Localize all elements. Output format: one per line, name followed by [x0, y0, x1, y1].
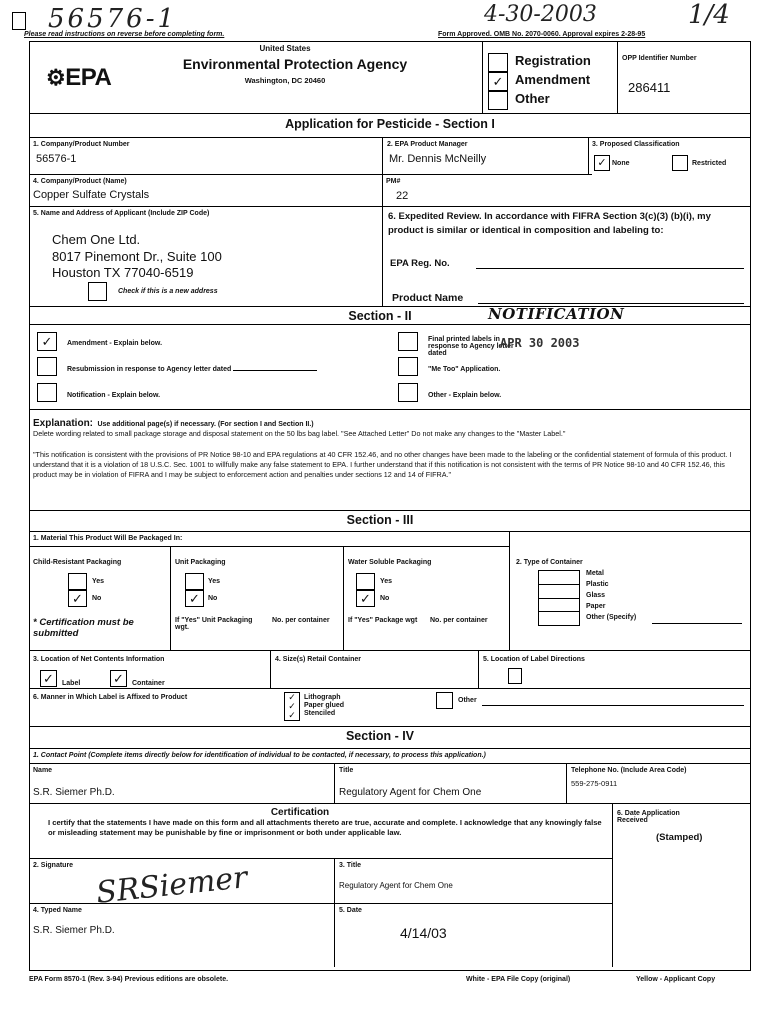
date-value: 4/14/03 — [400, 925, 447, 941]
notification-label: Notification - Explain below. — [67, 392, 161, 399]
amendment-explain-checkbox[interactable]: ✓ — [37, 332, 57, 351]
company-number-label: 1. Company/Product Number — [33, 141, 130, 148]
page-icon — [12, 12, 26, 30]
registration-checkbox[interactable] — [488, 53, 508, 72]
water-yes-checkbox[interactable] — [356, 573, 375, 590]
phone-label: Telephone No. (Include Area Code) — [571, 767, 687, 774]
water-no-checkbox[interactable]: ✓ — [356, 590, 375, 607]
package-weight-label: If "Yes" Package wgt — [348, 617, 418, 624]
restricted-checkbox[interactable] — [672, 155, 688, 171]
section-2-title: Section - II — [348, 309, 412, 323]
typed-name-value: S.R. Siemer Ph.D. — [33, 925, 115, 936]
agency-city: Washington, DC 20460 — [244, 76, 326, 85]
form-approved: Form Approved. OMB No. 2070-0060. Approval expires 2-28-95 — [438, 31, 646, 38]
expedited-review-text: 6. Expedited Review. In accordance with FIFRA Section 3(c)(3) (b)(i), my product is similar or identical in composition and labeling to: — [388, 211, 711, 236]
explanation-heading: Explanation: Use additional page(s) if necessary. (For section I and Section II.) — [33, 418, 314, 429]
certification-text: I certify that the statements I have made on this form and all attachments thereto are true, accurate and complete. I acknowledge that any knowingly false or misleading statement may be punishable by fine or imprisonment or both under applicable law. — [48, 818, 602, 837]
notification-stamp: NOTIFICATION — [488, 305, 625, 323]
opp-id-label: OPP Identifier Number — [622, 55, 697, 62]
section-3-title: Section - III — [346, 513, 414, 527]
retail-size-label: 4. Size(s) Retail Container — [275, 656, 361, 663]
affix-paper-glued: Paper glued — [304, 702, 345, 709]
unit-weight-label: If "Yes" Unit Packaging wgt. — [175, 617, 253, 631]
certification-note: * Certification must be submitted — [33, 617, 134, 639]
applicant-line-3: Houston TX 77040-6519 — [52, 265, 194, 280]
unit-packaging-label: Unit Packaging — [175, 559, 226, 566]
company-name-label: 4. Company/Product (Name) — [33, 178, 127, 185]
handwritten-date: 4-30-2003 — [484, 2, 597, 27]
company-number-value: 56576-1 — [36, 153, 77, 165]
me-too-checkbox[interactable] — [398, 357, 418, 376]
child-no-label: No — [92, 595, 102, 602]
epa-reg-label: EPA Reg. No. — [390, 258, 450, 269]
contact-point-label: 1. Contact Point (Complete items directly below for identification of individual to be contacted, if necessary, to process this application.) — [33, 752, 486, 759]
classification-label: 3. Proposed Classification — [592, 141, 680, 148]
label-directions-label: 5. Location of Label Directions — [483, 656, 585, 663]
affix-other-checkbox[interactable] — [436, 692, 453, 709]
date-received-label: 6. Date Application Received — [617, 810, 680, 824]
resubmission-label: Resubmission in response to Agency letter dated — [67, 366, 317, 373]
pm-label: PM# — [386, 178, 401, 185]
child-yes-label: Yes — [92, 578, 105, 585]
title-value: Regulatory Agent for Chem One — [339, 787, 482, 798]
product-manager-value: Mr. Dennis McNeilly — [389, 153, 487, 165]
water-yes-label: Yes — [380, 578, 393, 585]
child-no-checkbox[interactable]: ✓ — [68, 590, 87, 607]
amendment-explain-label: Amendment - Explain below. — [67, 340, 163, 347]
opp-id-value: 286411 — [628, 80, 671, 95]
new-address-label: Check if this is a new address — [118, 288, 218, 295]
amendment-label: Amendment — [515, 72, 591, 87]
footer-form-id: EPA Form 8570-1 (Rev. 3-94) Previous editions are obsolete. — [29, 976, 229, 983]
certification-title: Certification — [270, 807, 330, 818]
footer-yellow-copy: Yellow - Applicant Copy — [636, 976, 716, 983]
container-type-label: 2. Type of Container — [516, 559, 583, 566]
resubmission-checkbox[interactable] — [37, 357, 57, 376]
container-glass: Glass — [586, 592, 606, 599]
child-yes-checkbox[interactable] — [68, 573, 87, 590]
united-states: United States — [259, 44, 311, 53]
label-affixed-label: 6. Manner in Which Label is Affixed to Product — [33, 694, 188, 701]
label-directions-box[interactable] — [508, 668, 522, 684]
net-label-checkbox[interactable]: ✓ — [40, 670, 57, 687]
title-3-label: 3. Title — [339, 862, 362, 869]
handwritten-number: 56576-1 — [48, 4, 178, 34]
me-too-label: "Me Too" Application. — [428, 366, 501, 373]
unit-yes-label: Yes — [208, 578, 221, 585]
water-no-label: No — [380, 595, 390, 602]
phone-value: 559-275-0911 — [571, 779, 618, 788]
applicant-line-1: Chem One Ltd. — [52, 232, 141, 247]
agency-name: Environmental Protection Agency — [182, 56, 408, 72]
applicant-line-2: 8017 Pinemont Dr., Suite 100 — [52, 249, 222, 264]
container-other: Other (Specify) — [586, 614, 637, 621]
explanation-text-2: "This notification is consistent with the provisions of PR Notice 98-10 and EPA regulations at 40 CFR 152.46, and no other changes have been made to the labeling or the confidential statement of formula of this product. I understand that it is a violation of 18 U.S.C. Sec. 1001 to willfully make any false statement to EPA. I further understand that if this notification is not consistent with the terms of PR Notice 98-10 and 40 CFR 152.46, this product may be in violation of FIFRA and I may be subject to enforcement action and penalties under sections 12 and 14 of FIFRA." — [33, 450, 732, 479]
title-label: Title — [339, 767, 354, 774]
section-1-title: Application for Pesticide - Section I — [285, 117, 495, 131]
other-checkbox[interactable] — [488, 91, 508, 110]
affix-checkbox-group[interactable]: ✓ ✓ ✓ — [284, 692, 300, 721]
net-label-text: Label — [62, 680, 81, 687]
stamped-label: (Stamped) — [656, 832, 703, 843]
unit-no-label: No — [208, 595, 218, 602]
affix-stenciled: Stenciled — [304, 710, 336, 717]
amendment-checkbox[interactable]: ✓ — [488, 72, 508, 91]
read-instructions: Please read instructions on reverse before completing form. — [24, 31, 225, 38]
other-explain-label: Other - Explain below. — [428, 392, 502, 399]
net-container-text: Container — [132, 680, 165, 687]
container-metal: Metal — [586, 570, 604, 577]
explanation-text-1: Delete wording related to small package storage and disposal statement on the 50 lbs bag label. "See Attached Letter" Do not make any changes to the "Master Label." — [33, 429, 566, 438]
child-resistant-label: Child-Resistant Packaging — [33, 559, 122, 566]
signature-label: 2. Signature — [33, 862, 74, 869]
net-contents-label: 3. Location of Net Contents Information — [33, 656, 165, 663]
water-soluble-label: Water Soluble Packaging — [348, 559, 432, 566]
signature: SRSiemer — [94, 860, 250, 911]
registration-label: Registration — [515, 53, 591, 68]
final-labels-label: Final printed labels in response to Agency letter dated — [428, 336, 514, 357]
stamp-date: APR 30 2003 — [500, 336, 580, 350]
none-label: None — [612, 160, 630, 167]
unit-per-container-label: No. per container — [272, 617, 330, 624]
footer-white-copy: White - EPA File Copy (original) — [466, 976, 571, 983]
applicant-label: 5. Name and Address of Applicant (Include ZIP Code) — [33, 210, 210, 217]
epa-logo-icon: ⚙ — [46, 65, 66, 90]
none-checkbox[interactable]: ✓ — [594, 155, 610, 171]
name-label: Name — [33, 767, 53, 774]
date-label: 5. Date — [339, 907, 362, 914]
company-name-value: Copper Sulfate Crystals — [33, 189, 150, 201]
net-container-checkbox[interactable]: ✓ — [110, 670, 127, 687]
handwritten-page: 1/4 — [688, 0, 730, 30]
container-plastic: Plastic — [586, 581, 609, 588]
name-value: S.R. Siemer Ph.D. — [33, 787, 115, 798]
other-label: Other — [515, 91, 550, 106]
affix-other-label: Other — [458, 697, 477, 704]
product-manager-label: 2. EPA Product Manager — [387, 141, 468, 148]
title-3-value: Regulatory Agent for Chem One — [339, 881, 453, 890]
final-labels-checkbox[interactable] — [398, 332, 418, 351]
new-address-checkbox[interactable] — [88, 282, 107, 301]
water-per-container-label: No. per container — [430, 617, 488, 624]
container-paper: Paper — [586, 603, 606, 610]
notification-checkbox[interactable] — [37, 383, 57, 402]
typed-name-label: 4. Typed Name — [33, 907, 82, 914]
pm-value: 22 — [396, 190, 409, 202]
section-4-title: Section - IV — [345, 729, 415, 743]
restricted-label: Restricted — [692, 160, 727, 167]
other-explain-checkbox[interactable] — [398, 383, 418, 402]
product-name-label: Product Name — [392, 292, 464, 304]
packaging-question: 1. Material This Product Will Be Packaged In: — [33, 535, 183, 542]
unit-no-checkbox[interactable]: ✓ — [185, 590, 204, 607]
affix-lithograph: Lithograph — [304, 694, 341, 701]
epa-logo: ⚙EPA — [46, 64, 112, 91]
unit-yes-checkbox[interactable] — [185, 573, 204, 590]
